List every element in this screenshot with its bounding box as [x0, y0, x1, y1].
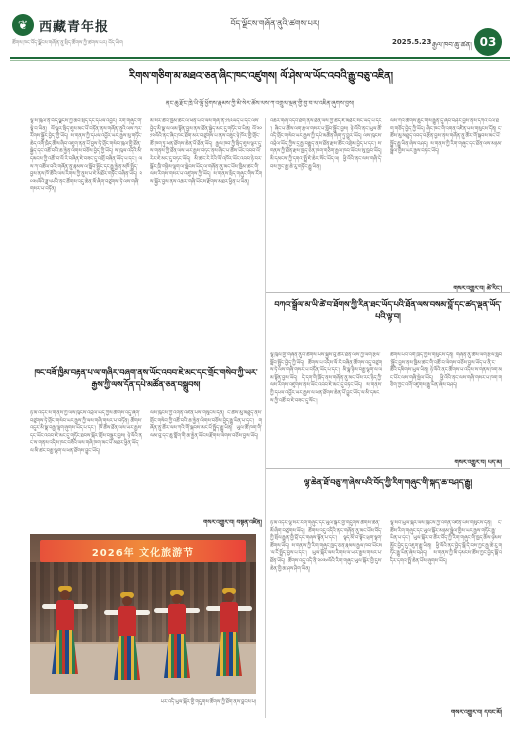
dancer-figure [114, 596, 140, 688]
article2-column-2 [390, 352, 502, 452]
article4-column-2 [390, 520, 502, 702]
paper-logo [12, 14, 109, 36]
article3-text-2: ལས་ཁུངས་ཀྱི་འགན་འཛིན་པས་གསུངས་དོན། ང་ཚོས་མུ་མཐུད་ནས་གྲོང་གསེབ་ཀྱི་འཚོ་བའི་ཆ་རྐྱེན་ལེགས་བཅོས་བྱེད་རྒྱུ་ཡིན་པ་དང་། གཞོན་ནུ་ཚོར་ལས་ཀའི་གོ་སྐབས་མང་པོ་སྤྲོད་རྒྱུ་ཡིན། ཡུལ་ཚོ་ཁག་གི་ལམ་བུ་དང་ཆུ་གློག་གི་ཆ་རྐྱེན་ཡོངས་རྫོགས་ལེགས་བཅོས་བྱས་ཡོད། [150, 410, 262, 439]
article4-headline: ལྷ་ཆེན་ཐོ་བཅུ་ཀ་ཞེས་པའི་བོད་ཀྱི་རིག་གཞུང་གི་སྐད་ཆ་བཤད་རྒྱུ། [303, 477, 473, 487]
masthead [0, 0, 520, 62]
article1-text-3: འཆར་གཞི་འདིའི་ཐོག་ནས་ཐོན་ལས་ཀྱི་ཚད་ཇེ་མཐོར་སོང་ཡོད་པ་དང་། ཞིང་པ་ཚོས་ལག་རྩལ་གསར་པ་སློབ་སྦྱོང་བྱས། ཉེ་ལོའི་ནང་ཡུལ་ཚོ་འདི་གྲོང་གསེབ་ཡར་རྒྱས་ཀྱི་དཔེ་མཚོན་ཞིག་ཏུ་གྱུར་ཡོད། ལས་ཁུངས་འབྲེལ་ཡོད་ཀྱིས་དྲ་རྒྱ་བརྒྱུད་ནས་ཐོན་རྫས་ཚོང་འགྲེམ་བྱེད་པ་དང་། ས་གནས་ཀྱི་ཐོན་རྫས་ཁྱད་ཅན་ཁག་གཅིག་རྒྱལ་ཁབ་ཡོངས་སུ་ཁྱབ་ཡོད། མི་དམངས་ཀྱི་དགའ་སྤྲོ་ཇེ་ཆེར་སོང་ཡོད་ལ། ཕྱི་ལོའི་ནང་ལས་གཞི་དེ་བས་ཀྱང་རྒྱ་ཆེ་རུ་གཏོང་རྒྱུ་ཡིན། [270, 118, 382, 170]
section-name: རྒྱལ་ཁབ་ཆུ་ཚན། [432, 41, 472, 49]
masthead-rule [10, 57, 510, 59]
photo-banner: 2026年 文化旅游节 [40, 540, 246, 562]
article1-byline: གསར་འགྱུར་བ། ཚེ་རིང་། [453, 285, 502, 292]
masthead-center-title: བོད་ལྗོངས་གཞོན་ནུའི་ཚགས་པར། [230, 19, 320, 28]
article4-text-2: ལྷ་སའི་ཡུལ་སྐོར་ལས་ཁུངས་ཀྱི་འགན་འཛིན་པས་གསུངས་དོན། ང་ཚོས་རིག་གཞུང་དང་ཡུལ་སྐོར་མཉམ་སྦྲེལ་གྱིས་ཡར་རྒྱས་གཏོང་རྒྱུ་ཡིན་པ་དང་། ཡུལ་སྐོར་བ་ཚོར་བོད་ཀྱི་རིག་གཞུང་གི་ཁྱད་ཆོས་ཉམས་མྱོང་བྱེད་དུ་འཇུག་རྒྱུ་ཡིན། ཕྱི་ལོའི་ནང་བྱེད་སྒོ་དེ་བས་ཀྱང་རྒྱ་ཆེ་རུ་གཏོང་རྒྱུ་ཡིན་ཞེས་བཤད། ས་གནས་ཀྱི་མི་དམངས་ཚོས་ཀྱང་བྱེད་སྒོ་འདིར་དགའ་སྤྲོ་ཆེན་པོས་ཞུགས་ཡོད། [390, 520, 502, 564]
paper-name: 西藏青年报 [39, 19, 110, 35]
article2-text-1: ལྷ་ཁུལ་གྱི་གཞོན་ནུའི་ཚོགས་པས་སྐྱེས་བུ་ཚོར་ཐོན་ལས་ཀྱི་ལག་རྩལ་སློབ་སྦྱོང་བྱེད་ཀྱི་ཡོད། ཚོགས་པ་འདིས་ལོ་རེ་བཞིན་ཚོགས་འདུ་བཙུགས་ཏེ་ལས་གཞི་གསར་པ་བཏོན་ཡོད་པ་དང་། མི་སྣ་ཉིས་བརྒྱ་ལྷག་ལ་ལམ་སྟོན་བྱས་ཡོད། དེ་དག་གི་ཁྲོད་ནས་གཞོན་ནུ་མང་པོས་རང་ཉིད་ཀྱི་ལས་རིགས་འཛུགས་ནས་ཡོང་འབབ་ཇེ་མང་དུ་བཏང་ཡོད། ས་གནས་ཀྱི་དཔལ་འབྱོར་ཡར་རྒྱས་ལ་ཕན་ཐོགས་ཆེན་པོ་བྱུང་ཡོད་ལ་མི་དམངས་ཀྱི་འཚོ་བ་ཇེ་བཟང་དུ་སོང་། [270, 352, 382, 404]
masthead-rule-thin [10, 60, 510, 61]
article-divider [266, 292, 510, 293]
dancer-figure [164, 594, 190, 686]
article1-column-3 [270, 118, 382, 358]
article2-byline: གསར་འགྱུར་བ། པད་མ། [454, 459, 502, 466]
article1-text-1: ལྷ་ས་ཁུལ་ནི་བོད་ལྗོངས་ཀྱི་ཆབ་སྲིད་དང་དཔལ་འབྱོར། རིག་གཞུང་གི་ལྟེ་བ་ཡིན། ལོ་ལྟར་སྲིད་ཇུས་མང་པོ་བཏོན་ནས་གཞོན་ནུའི་ལས་ཀར་རོགས་སྐྱོར་བྱེད་ཀྱི་ཡོད། ས་གནས་ཀྱི་དཔལ་འབྱོར་ཡར་རྒྱས་སུ་གཏོང་ཆེད་འགོ་ཁྲིད་ཚོས་ཞིབ་འཇུག་ནན་པོ་བྱས་ཏེ་གྲོང་གསེབ་ཁུལ་གྱི་ཐོན་སྐྱེད་དང་འཚོ་བའི་ཆ་རྐྱེན་ལེགས་བཅོས་བྱེད་ཀྱི་ཡོད། ས་ཁུལ་འདིའི་མི་དམངས་ཀྱི་འཚོ་བ་ལོ་རེ་བཞིན་ཇེ་བཟང་དུ་འགྲོ་བཞིན་ཡོད་པ་དང་། ལས་ཀ་འཚོལ་བའི་གཞོན་ནུ་རྣམས་ལ་སློབ་སྦྱོང་དང་རྒྱུ་རྐྱེན་མཁོ་སྤྲོད་བྱས་ནས་ཁོ་ཚོའི་ལས་རིགས་ཀྱི་ནུས་པ་ཇེ་མཐོར་གཏོང་བཞིན་ཡོད། ༢༠༢༥ལོའི་ཟླ་༥པའི་ནང་ཚོགས་འདུ་ཆེན་མོ་ཞིག་བཙུགས་ཏེ་ལས་གཞི་གསར་པ་བཏོན། [30, 118, 142, 193]
article4-text-1: ཉི་མ་འདིར་ལྷ་སར་རིག་གཞུང་དང་ཡུལ་སྐོར་གྱི་གདུགས་ཚོགས་ཆེན་མོ་ཞིག་བཙུགས་ཡོད། ཚོགས་འདུ་འདིའི་ནང་གཞོན་ནུ་མང་པོས་བོད་ཀྱི་སྲོལ་རྒྱུན་གྱི་བྲོ་དང་གཞས་སྟོན་པ་དང་། ལྟད་མོ་བ་སྟོང་ཕྲག་ལྷག་ཚོགས་ཡོད། ས་གནས་ཀྱི་རིག་གཞུང་ཁྱད་ཅན་རྣམས་རྒྱལ་ཁབ་ཡོངས་ལ་ངོ་སྤྲོད་བྱས་པ་དང་། ཡུལ་སྐོར་ལས་རིགས་ལ་ཡར་རྒྱས་གསར་པ་ཐོན་ཡོད། ཚོགས་འདུ་འདི་ནི་༢༠༢༦ལོའི་རིག་གཞུང་ཡུལ་སྐོར་གྱི་དུས་ཆེན་གྱི་ཆ་ཤས་ཤིག་ཡིན། [270, 520, 382, 572]
article1-column-4 [390, 118, 502, 278]
article1-headline: རིགས་གཅིག་མ་མཐའ་ཅན་ཞིང་ཁང་འཛུགས། ལོ་ཤེས་ལ་ཡོང་འབའི་རྒྱུ་བཅུ་འཇིན། [128, 71, 394, 82]
article3-column-2 [150, 410, 262, 514]
dancer-figure [52, 590, 78, 682]
article1-column-1 [30, 118, 142, 358]
article2-column-1 [270, 352, 382, 452]
issue-date: 2025.5.23 [392, 38, 432, 46]
leaf-icon: ❦ [12, 14, 34, 36]
article4-byline: གསར་འགྱུར་བ། དབང་མོ། [451, 709, 502, 716]
masthead-subline: ཚོགས་ཁང་བོད་ལྗོངས་གཞོན་ནུ་སྲིད་ཚོགས་ཀྱི་ཚགས་པར། བོད་ཡིག [12, 40, 123, 46]
page-number-badge: 03 [474, 28, 502, 56]
article1-deck: ནང་ཆུ་རྫོང་ཁྲེ་ཡི་ལྷོ་ཕྱོགས་རྣམས་ཀྱི་མི་སེར་ཚོས་ལས་ཀ་འགྲུལ་ལྡན་གྱི་བྱ་བ་ལ་འཇིན་ཞུགས་བྱས། [165, 100, 355, 107]
article3-column-1 [30, 410, 142, 522]
article1-text-2: མི་སེར་ཚོའི་ཁྱིམ་ཚང་ལ་ཕན་པའི་ལས་གཞི་ནི་༡༣༢ཡོད་པ་དང་ལས་བྱེད་མི་སྣ་ལ་ལམ་སྟོན་བྱས་ནས་ཐོན་སྐྱེད་མང་དུ་གཏོང་བ་ཡིན། ལོ་༢༠༡༢ལོའི་ནང་ཞིང་ཁང་ཐོག་མར་བཙུགས་པ་ནས་བཟུང་ཉེ་ཁོར་གྱི་གྲོང་ཚོ་ཁག་ཏུ་ཕན་ཐོགས་ཆེན་པོ་ཐོན་ཡོད། རྒྱལ་ཁབ་ཀྱི་སྲིད་ཇུས་ལྟར་དུ་ས་གནས་ཀྱི་ཐོན་ལས་ཡར་རྒྱས་བཏང་ནས་ཞིང་པ་ཚོས་ཡོང་འབབ་ལོ་རེར་ཇེ་མང་དུ་བཏང་ཡོད། མི་ཚང་རེ་རེའི་ལོ་འཁོར་ཡོང་འབབ་ཉེ་བར་སྒོར་ཁྲི་གཉིས་ལྷག་ལ་སླེབས་ཡོད་ལ་གཞོན་ནུ་མང་པོས་ཁྱིམ་ཚང་གི་ལས་རིགས་གསར་པ་འཛུགས་ཀྱི་ཡོད། ས་གནས་སྲིད་གཞུང་གིས་རོགས་སྐྱོར་བྱས་ནས་འཆར་གཞི་ཡོངས་རྫོགས་མཐར་ཕྱིན་པ་ཡིན། [150, 118, 262, 185]
article1-text-4: ལས་ཀའི་ཚོགས་ཆུང་གིས་རྒྱུན་དུ་ཞིབ་བཤེར་བྱས་ནས་དཀའ་ངལ་ཐག་གཅོད་བྱེད་ཀྱི་ཡོད། ཞིང་ཁང་གི་འགན་འཛིན་པས་གསུངས་དོན། ང་ཚོས་མུ་མཐུད་འབད་བརྩོན་བྱས་ནས་གཞོན་ནུ་ཚོར་གོ་སྐབས་མང་པོ་སྤྲོད་རྒྱུ་ཡིན་ཞེས་བཤད། ས་གནས་ཀྱི་རིག་གཞུང་དང་ཐོན་ལས་མཉམ་སྦྲེལ་གྱིས་ཡར་རྒྱས་བཏང་ཡོད། [390, 118, 502, 155]
article3-text-1: ཉི་མ་འདིར་ས་གནས་ཀྱི་ལས་ཁུངས་འབྲེལ་ཡོད་ཀྱིས་ཚོགས་འདུ་ཞིག་བཙུགས་ཏེ་གྲོང་གསེབ་ཡར་རྒྱས་ཀྱི་ལས་གཞི་གསར་པ་བཏོན། ཚོགས་འདུར་མི་སྣ་བརྒྱ་ལྷག་ཞུགས་ཡོད་པ་དང་། ཁོ་ཚོས་ཐོན་ལས་ཡར་རྒྱས་དང་ཡོང་འབབ་ཇེ་མང་དུ་གཏོང་ཐབས་སྐོར་གྲོས་བསྡུར་བྱས། ཉེ་ལོའི་ནང་ས་གནས་འདིས་ཁང་བཟོའི་ལས་གཞི་ཁག་མང་པོ་མཐར་ཕྱིན་ཡོད་ལ་མི་ཚང་བརྒྱ་ལྷག་ལ་ཕན་ཐོགས་བྱུང་ཡོད། [30, 410, 142, 454]
article1-column-2 [150, 118, 262, 358]
article4-column-1 [270, 520, 382, 716]
dancer-figure [216, 592, 242, 684]
article-divider [266, 468, 510, 469]
festival-photo [30, 534, 256, 694]
photo-caption: པར་འདི་ཡུལ་སྐོར་གྱི་གདུགས་ཚོགས་ཀྱི་ཐོག་ནས་བླངས་པ། [160, 699, 256, 705]
article2-headline: བཀའ་སྒྲོལ་མ་ཡི་ཚེ་བ་ཐོགས་ཀྱི་རིན་ཐང་ཡོད་པའི་ཐོན་ལས་བསམ་བློ་དང་ཚད་ལྡན་ཡོད་པའི་ལྟ་བ། [274, 299, 502, 321]
article3-headline: ཁང་བཟོ་ཁྱིམ་བརྟན་པ་ལ་གཞིར་བཞག་ནས་ཡོང་འབབ་ཇེ་མང་དང་གྲོང་གསེབ་ཀྱི་ཡར་རྒྱས་ཀྱི་ལས་དོན་དཔེ་མཚོན་ཅན་བསྒྲུབས། [34, 367, 258, 389]
article2-text-2: ཚོགས་པའི་འགོ་ཁྲིད་ཀྱིས་གསུངས་དོན། གཞོན་ནུ་ཚོས་ལག་རྩལ་སློབ་སྦྱོང་བྱས་ནས་ཁྱིམ་ཚང་གི་འཚོ་བ་ལེགས་བཅོས་བྱས་ཡོད་པ་ནི་ང་ཚོའི་དམིགས་ཡུལ་ཡིན། ཉེ་ལོའི་ནང་ཚོགས་པ་འདིས་ས་གནས་ཁག་མང་པོར་ལས་གཞི་སྤེལ་ཡོད། ཕྱི་ལོའི་ནང་ལས་གཞི་གསར་པ་ཁག་གཅིག་ཀྱང་འགོ་འཛུགས་རྒྱུ་ཡིན་ཞེས་བཤད། [390, 352, 502, 389]
article3-byline: གསར་འགྱུར་བ། བསྟན་འཛིན། [203, 519, 262, 526]
column-divider [265, 118, 266, 718]
